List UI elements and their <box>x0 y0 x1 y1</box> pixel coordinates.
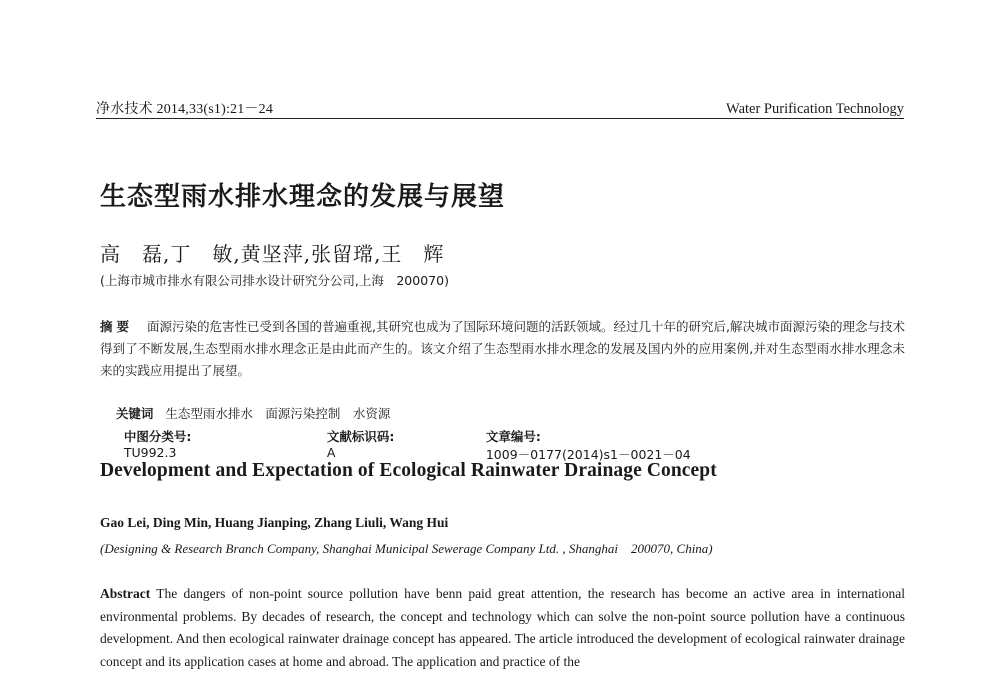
english-abstract-label: Abstract <box>100 586 151 601</box>
document-code-label: 文献标识码: <box>326 429 395 444</box>
chinese-abstract <box>100 316 905 382</box>
header-rule <box>96 118 904 119</box>
english-authors: Gao Lei, Ding Min, Huang Jianping, Zhang Liuli, Wang Hui <box>100 515 449 530</box>
chinese-abstract-label: 摘要 <box>100 319 134 334</box>
chinese-keywords-label: 关键词 <box>115 406 154 421</box>
article-number-label: 文章编号: <box>485 429 541 444</box>
chinese-abstract-text: 面源污染的危害性已受到各国的普遍重视,其研究也成为了国际环境问题的活跃领域。经过几十年的研究后,解决城市面源污染的理念与技术得到了不断发展,生态型雨水排水理念正是由此而产生的。该文介绍了生态型雨水排水理念的发展及国内外的应用案例,并对生态型雨水排水理念未来的实践应用提出了展望。 <box>100 319 905 378</box>
article-number-value: 1009－0177(2014)s1－0021－04 <box>485 447 691 462</box>
clc-value: TU992.3 <box>123 445 177 460</box>
clc-label: 中图分类号: <box>123 429 192 444</box>
english-title: Development and Expectation of Ecological Rainwater Drainage Concept <box>100 460 717 481</box>
running-head <box>96 96 904 118</box>
chinese-title: 生态型雨水排水理念的发展与展望 <box>100 182 506 212</box>
document-code-value: A <box>326 445 336 460</box>
chinese-affiliation: (上海市城市排水有限公司排水设计研究分公司,上海 200070) <box>100 273 449 288</box>
english-affiliation: (Designing & Research Branch Company, Shanghai Municipal Sewerage Company Ltd. , Shanghai 200070, China) <box>100 541 713 556</box>
chinese-authors: 高 磊,丁 敏,黄坚萍,张留瑺,王 辉 <box>100 242 445 266</box>
chinese-keywords-text: 生态型雨水排水 面源污染控制 水资源 <box>165 406 391 421</box>
journal-name: Water Purification Technology <box>726 101 904 117</box>
english-abstract <box>100 583 905 673</box>
english-abstract-text: The dangers of non-point source pollution have benn paid great attention, the research has become an active area in international environmental problems. By decades of research, the concept and technology which can solve the non-point source pollution have a continuous development. And then ecological rainwater drainage concept has appeared. The article introduced the development of ecological rainwater drainage concept and its application cases at home and abroad. The application and practice of the <box>100 586 905 669</box>
journal-citation: 净水技术 2014,33(s1):21－24 <box>96 102 274 117</box>
